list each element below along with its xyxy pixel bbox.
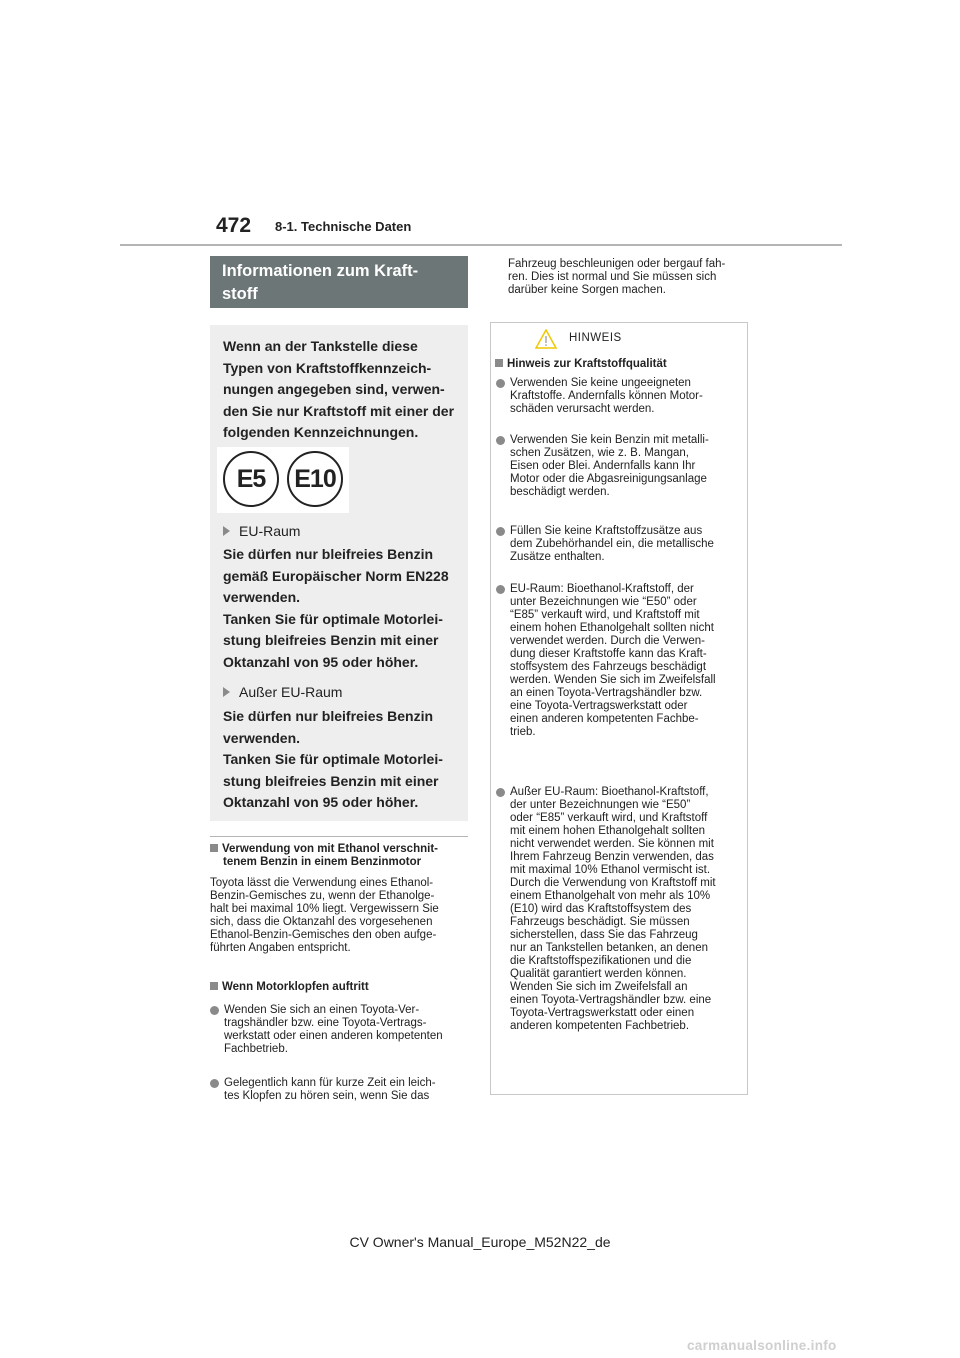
eu-text bbox=[223, 544, 463, 673]
non-eu-line: Sie dürfen nur bleifreies Benzin bbox=[223, 708, 434, 724]
notice-line: nicht verwendet werden. Sie können mit bbox=[510, 838, 714, 850]
notice-line: einen Toyota-Vertragshändler bzw. eine bbox=[510, 994, 712, 1006]
notice-line: Motor oder die Abgasreinigungsanlage bbox=[510, 473, 707, 485]
knocking-line: Gelegentlich kann für kurze Zeit ein leich- bbox=[224, 1077, 436, 1089]
intro-line: nungen angegeben sind, verwen- bbox=[223, 381, 445, 397]
non-eu-line: stung bleifreies Benzin mit einer bbox=[223, 772, 439, 789]
ethanol-line: halt bei maximal 10% liegt. Vergewissern Sie bbox=[210, 903, 439, 915]
ethanol-line: sich, dass die Oktanzahl des vorgesehenen bbox=[210, 916, 433, 928]
eu-line: verwenden. bbox=[223, 589, 301, 605]
intro-line: Typen von Kraftstoffkennzeich- bbox=[223, 359, 432, 376]
region-eu-label: EU-Raum bbox=[239, 523, 301, 539]
info-header-line: Informationen zum Kraft- bbox=[222, 262, 419, 280]
notice-line: einem hohen Ethanolgehalt sollten nicht bbox=[510, 622, 714, 634]
knocking-line: tes Klopfen zu hören sein, wenn Sie das bbox=[224, 1090, 430, 1102]
notice-line: werden. Wenden Sie sich im Zweifelsfall bbox=[510, 674, 716, 686]
eu-line: stung bleifreies Benzin mit einer bbox=[223, 632, 439, 648]
continued-line: darüber keine Sorgen machen. bbox=[508, 284, 666, 296]
round-bullet-icon bbox=[496, 788, 505, 797]
notice-line: schen Zusätzen, wie z. B. Mangan, bbox=[510, 447, 689, 459]
ethanol-divider bbox=[210, 836, 468, 837]
notice-line: Verwenden Sie kein Benzin mit metalli- bbox=[510, 434, 709, 446]
ethanol-heading-line: Verwendung von mit Ethanol verschnit- bbox=[222, 843, 438, 855]
notice-line: trieb. bbox=[510, 726, 536, 738]
region-non-eu bbox=[223, 684, 342, 700]
notice-bullet bbox=[510, 583, 746, 739]
e10-badge: E10 bbox=[287, 451, 343, 507]
notice-line: Füllen Sie keine Kraftstoffzusätze aus bbox=[510, 525, 703, 537]
notice-box bbox=[490, 322, 748, 1095]
notice-line: sicherstellen, dass Sie das Fahrzeug bbox=[510, 929, 698, 941]
round-bullet-icon bbox=[496, 527, 505, 536]
knocking-heading-text: Wenn Motorklopfen auftritt bbox=[222, 981, 369, 993]
notice-line: Eisen oder Blei. Andernfalls kann Ihr bbox=[510, 460, 696, 472]
warning-triangle-icon bbox=[535, 329, 557, 349]
round-bullet-icon bbox=[210, 1006, 219, 1015]
ethanol-line: Toyota lässt die Verwendung eines Ethanol- bbox=[210, 877, 434, 889]
ethanol-line: führten Angaben entspricht. bbox=[210, 942, 351, 954]
knocking-bullet bbox=[224, 1077, 472, 1103]
notice-line: mit maximal 10% Ethanol vermischt ist. bbox=[510, 864, 711, 876]
notice-line: (E10) wird das Kraftstoffsystem des bbox=[510, 903, 692, 915]
notice-line: unter Bezeichnungen wie “E50” oder bbox=[510, 596, 697, 608]
fuel-label-badges bbox=[217, 447, 349, 513]
notice-line: dem Zubehörhandel ein, die metallische bbox=[510, 538, 714, 550]
header-divider bbox=[120, 244, 842, 246]
round-bullet-icon bbox=[496, 585, 505, 594]
section-title: 8-1. Technische Daten bbox=[275, 219, 412, 234]
notice-line: Wenden Sie sich im Zweifelsfall an bbox=[510, 981, 688, 993]
notice-line: die Kraftstoffspezifikationen und die bbox=[510, 955, 692, 967]
notice-heading bbox=[495, 358, 745, 371]
continued-line: ren. Dies ist normal und Sie müssen sich bbox=[508, 271, 717, 283]
notice-line: EU-Raum: Bioethanol-Kraftstoff, der bbox=[510, 583, 694, 595]
square-bullet-icon bbox=[210, 844, 218, 852]
notice-line: eine Toyota-Vertragswerkstatt oder bbox=[510, 700, 688, 712]
notice-line: Verwenden Sie keine ungeeigneten bbox=[510, 377, 691, 389]
notice-line: einen anderen kompetenten Fachbe- bbox=[510, 713, 699, 725]
notice-line: “E85” verkauft wird, und Kraftstoff mit bbox=[510, 609, 700, 621]
notice-bullet bbox=[510, 377, 746, 416]
notice-line: schäden verursacht werden. bbox=[510, 403, 655, 415]
notice-line: stoffsystem des Fahrzeugs beschädigt bbox=[510, 661, 707, 673]
notice-line: nur an Tankstellen betanken, an denen bbox=[510, 942, 708, 954]
notice-line: verwendet werden. Durch die Verwen- bbox=[510, 635, 705, 647]
knocking-line: Fachbetrieb. bbox=[224, 1043, 288, 1055]
square-bullet-icon bbox=[210, 982, 218, 990]
info-header-line: stoff bbox=[222, 285, 258, 303]
notice-line: Außer EU-Raum: Bioethanol-Kraftstoff, bbox=[510, 786, 709, 798]
continued-line: Fahrzeug beschleunigen oder bergauf fah- bbox=[508, 258, 726, 270]
notice-bullet bbox=[510, 786, 746, 1033]
notice-line: Kraftstoffe. Andernfalls können Motor- bbox=[510, 390, 703, 402]
notice-line: mit einem hohen Ethanolgehalt sollten bbox=[510, 825, 705, 837]
notice-line: einem Ethanolgehalt von mehr als 10% bbox=[510, 890, 711, 902]
eu-line: Tanken Sie für optimale Motorlei- bbox=[223, 610, 443, 627]
notice-line: anderen kompetenten Fachbetrieb. bbox=[510, 1020, 690, 1032]
notice-line: Qualität garantiert werden können. bbox=[510, 968, 687, 980]
e5-badge: E5 bbox=[223, 451, 279, 507]
ethanol-line: Benzin-Gemisches zu, wenn der Ethanolge- bbox=[210, 890, 435, 902]
footer: CV Owner's Manual_Europe_M52N22_de bbox=[349, 1234, 611, 1250]
intro-line: den Sie nur Kraftstoff mit einer der bbox=[223, 402, 455, 419]
non-eu-line: verwenden. bbox=[223, 729, 301, 746]
notice-title: HINWEIS bbox=[569, 332, 622, 344]
notice-line: beschädigt werden. bbox=[510, 486, 610, 498]
ethanol-heading-line: tenem Benzin in einem Benzinmotor bbox=[223, 856, 422, 868]
ethanol-heading bbox=[210, 843, 472, 869]
eu-line: gemäß Europäischer Norm EN228 bbox=[223, 567, 449, 584]
knocking-bullet bbox=[224, 1004, 472, 1056]
notice-bullet bbox=[510, 525, 746, 564]
watermark: carmanualsonline.info bbox=[687, 1338, 837, 1353]
notice-line: an einen Toyota-Vertragshändler bzw. bbox=[510, 687, 703, 699]
page-number: 472 bbox=[216, 214, 252, 237]
non-eu-text bbox=[223, 706, 463, 814]
triangle-right-icon bbox=[223, 687, 230, 697]
non-eu-line: Oktanzahl von 95 oder höher. bbox=[223, 794, 419, 810]
notice-line: Durch die Verwendung von Kraftstoff mit bbox=[510, 877, 716, 889]
knocking-line: Wenden Sie sich an einen Toyota-Ver- bbox=[224, 1004, 420, 1016]
knocking-heading bbox=[210, 981, 472, 994]
notice-line: oder “E85” verkauft wird, und Kraftstoff bbox=[510, 812, 708, 824]
notice-line: Fahrzeugs beschädigt. Sie müssen bbox=[510, 916, 690, 928]
notice-line: der unter Bezeichnungen wie “E50” bbox=[510, 799, 691, 811]
ethanol-line: Ethanol-Benzin-Gemisches den oben aufge- bbox=[210, 929, 437, 941]
notice-bullet bbox=[510, 434, 746, 499]
knocking-line: werkstatt oder einen anderen kompetenten bbox=[224, 1030, 443, 1042]
notice-header bbox=[491, 323, 747, 353]
intro-line: Wenn an der Tankstelle diese bbox=[223, 338, 418, 354]
eu-line: Oktanzahl von 95 oder höher. bbox=[223, 653, 419, 670]
triangle-right-icon bbox=[223, 526, 230, 536]
notice-line: dung dieser Kraftstoffe kann das Kraft- bbox=[510, 648, 707, 660]
intro-line: folgenden Kennzeichnungen. bbox=[223, 424, 419, 440]
eu-line: Sie dürfen nur bleifreies Benzin bbox=[223, 546, 434, 562]
round-bullet-icon bbox=[496, 379, 505, 388]
notice-line: Ihrem Fahrzeug Benzin verwenden, das bbox=[510, 851, 714, 863]
knocking-line: tragshändler bzw. eine Toyota-Vertrags- bbox=[224, 1017, 427, 1029]
knocking-continued bbox=[508, 258, 758, 297]
region-eu bbox=[223, 523, 300, 539]
non-eu-line: Tanken Sie für optimale Motorlei- bbox=[223, 751, 443, 767]
notice-line: Toyota-Vertragswerkstatt oder einen bbox=[510, 1007, 695, 1019]
notice-line: Zusätze enthalten. bbox=[510, 551, 605, 563]
square-bullet-icon bbox=[495, 359, 503, 367]
fuel-info-box bbox=[210, 325, 468, 821]
info-header bbox=[210, 256, 468, 308]
round-bullet-icon bbox=[496, 436, 505, 445]
ethanol-paragraph bbox=[210, 877, 472, 955]
notice-heading-text: Hinweis zur Kraftstoffqualität bbox=[507, 358, 667, 370]
round-bullet-icon bbox=[210, 1079, 219, 1088]
region-non-eu-label: Außer EU-Raum bbox=[239, 684, 343, 700]
